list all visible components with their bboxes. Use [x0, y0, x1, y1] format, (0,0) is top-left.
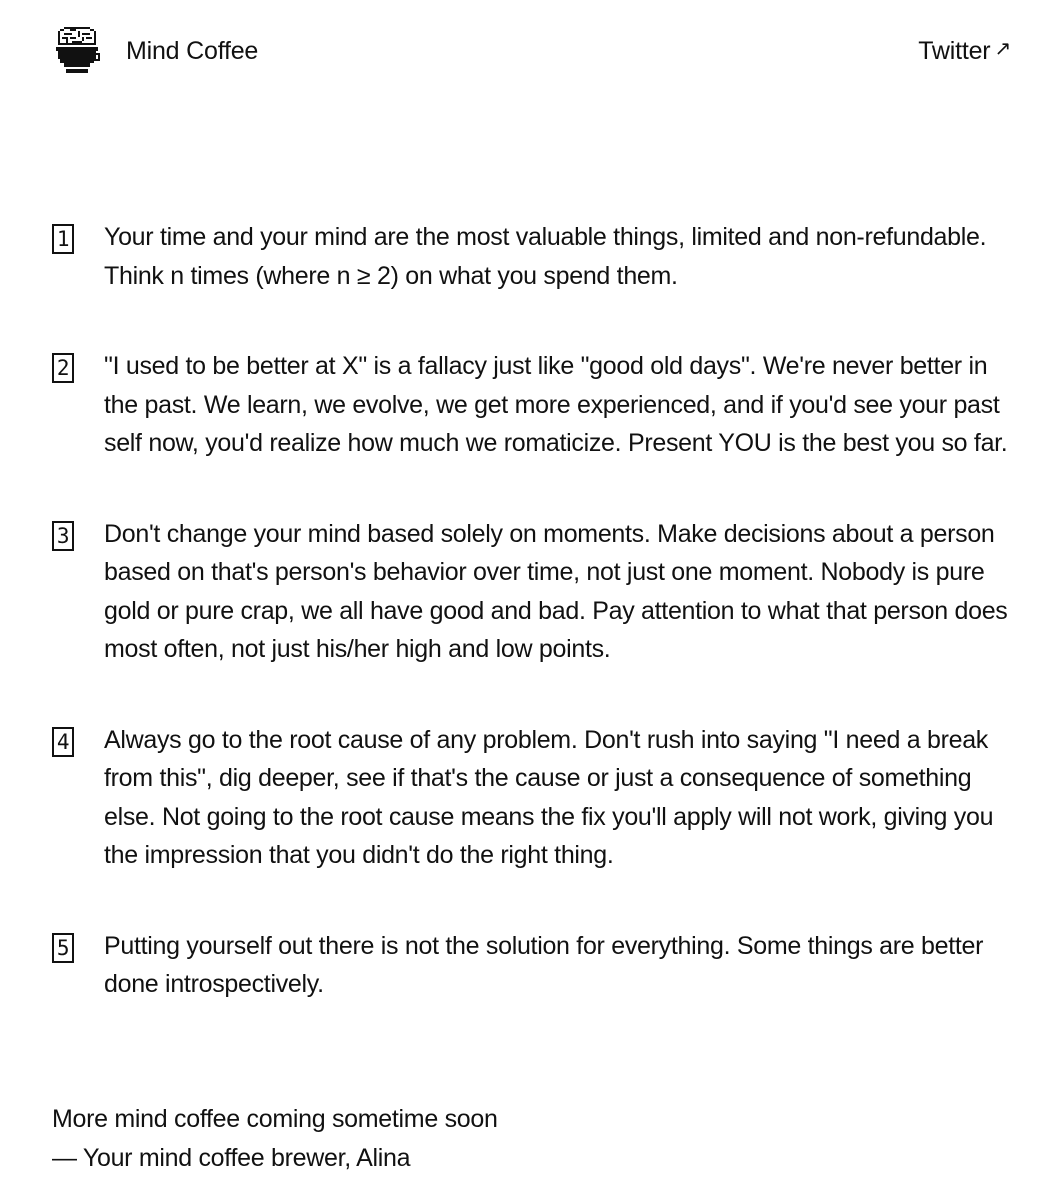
list-item — [52, 347, 1022, 463]
list-item — [52, 218, 1022, 295]
signoff-line-2: — Your mind coffee brewer, Alina — [52, 1143, 411, 1172]
item-text: Don't change your mind based solely on moments. Make decisions about a person based on that's person's behavior over time, not just one moment. Nobody is pure gold or pure crap, we all have good and bad. Pay attention to what that person does most often, not just his/her high and low points. — [104, 519, 1008, 663]
twitter-link[interactable] — [918, 36, 1011, 68]
item-number-box: 5 — [52, 933, 74, 963]
signoff — [52, 1100, 498, 1177]
item-text: Always go to the root cause of any problem. Don't rush into saying "I need a break from this", dig deeper, see if that's the cause or just a consequence of something else. Not going to the root cause means the fix you'll apply will not work, giving you the impression that you didn't do the right thing. — [104, 725, 994, 869]
list-item — [52, 515, 1022, 669]
twitter-link-label: Twitter — [918, 37, 991, 65]
item-text: Putting yourself out there is not the solution for everything. Some things are better done introspectively. — [104, 931, 984, 998]
list-item — [52, 721, 1022, 875]
item-text: Your time and your mind are the most valuable things, limited and non-refundable. Think n times (where n ≥ 2) on what you spend them. — [104, 223, 987, 290]
site-header — [0, 0, 1063, 100]
item-number-box: 2 — [52, 353, 74, 383]
item-number-box: 4 — [52, 727, 74, 757]
list-item — [52, 927, 1022, 1004]
item-number-box: 1 — [52, 224, 74, 254]
item-number-box: 3 — [52, 521, 74, 551]
coffee-cup-brain-icon[interactable] — [54, 27, 100, 75]
signoff-line-1: More mind coffee coming sometime soon — [52, 1105, 498, 1133]
item-text: "I used to be better at X" is a fallacy just like "good old days". We're never better in the past. We learn, we evolve, we get more experienced, and if you'd see your past self now, you'd realize how much we romaticize. Present YOU is the best you so far. — [104, 352, 1008, 457]
site-title[interactable]: Mind Coffee — [126, 37, 259, 65]
thoughts-list — [52, 218, 1022, 1056]
external-arrow-icon: ↗ — [994, 38, 1011, 60]
